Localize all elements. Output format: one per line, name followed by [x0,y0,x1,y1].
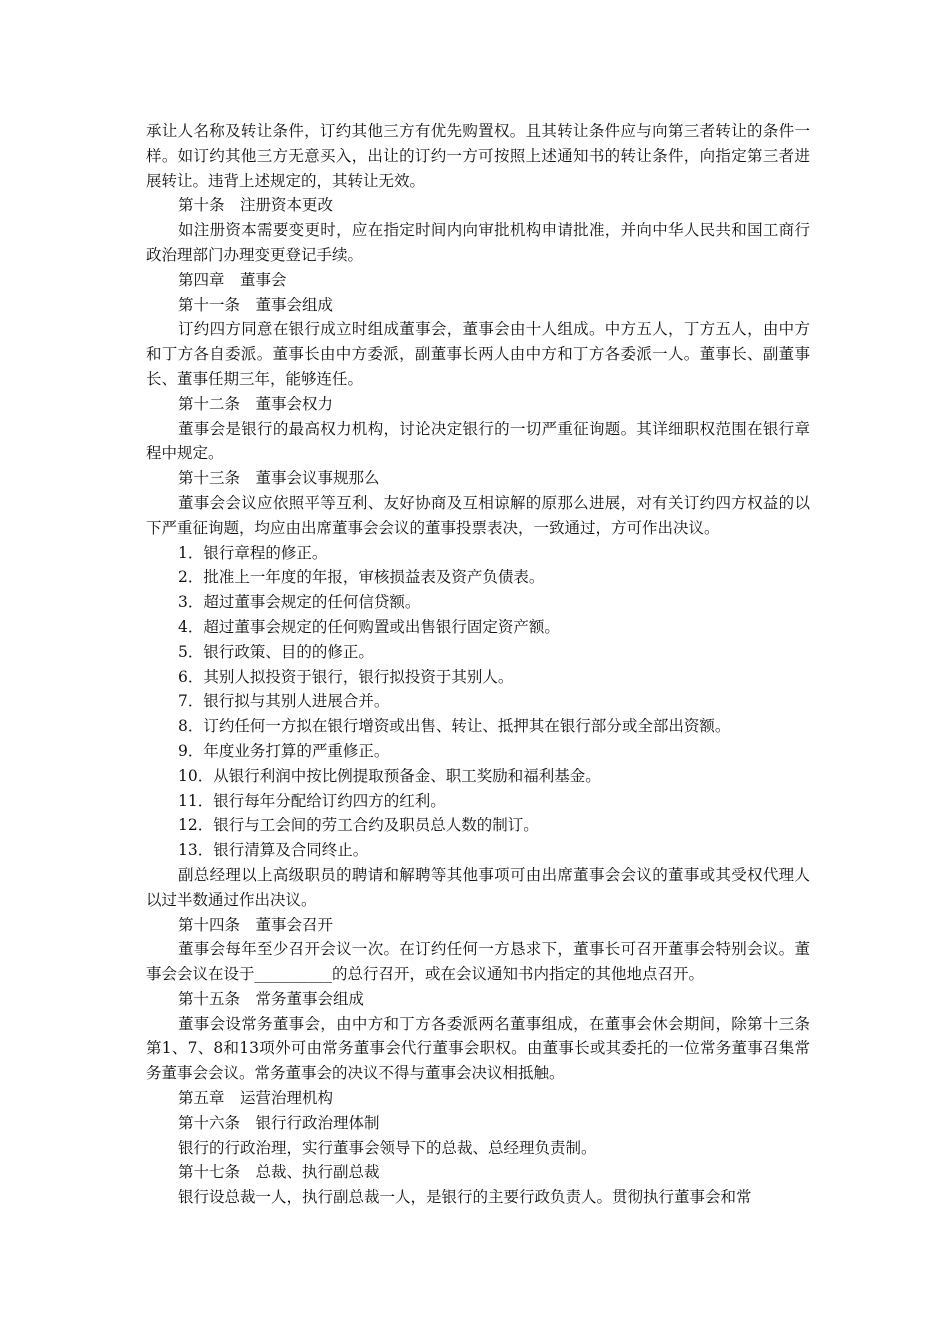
article-15-heading: 第十五条 常务董事会组成 [178,989,365,1008]
chapter-5-heading: 第五章 运营治理机构 [178,1089,334,1108]
article-13-heading: 第十三条 董事会议事规那么 [178,469,380,488]
article-16-body: 银行的行政治理，实行董事会领导下的总裁、总经理负责制。 [178,1138,597,1157]
article-10-body: 如注册资本需要变更时，应在指定时间内向审批机构申请批准，并向中华人民共和国工商行政治理部门办理变更登记手续。 [146,221,810,264]
list-item: 1．银行章程的修正。 [178,543,328,562]
list-item: 13．银行清算及合同终止。 [178,841,369,860]
article-17-body: 银行设总裁一人，执行副总裁一人，是银行的主要行政负责人。贯彻执行董事会和常 [178,1188,752,1207]
list-item: 5．银行政策、目的的修正。 [178,642,374,661]
article-12-body: 董事会是银行的最高权力机构，讨论决定银行的一切严重征询题。其详细职权范围在银行章程中规定。 [146,419,810,463]
list-item: 8．订约任何一方拟在银行增资或出售、转让、抵押其在银行部分或全部出资额。 [178,717,731,736]
document-page [146,119,810,1210]
paragraph-transfer-conditions: 承让人名称及转让条件，订约其他三方有优先购置权。且其转让条件应与向第三者转让的条件一样。如订约其他三方无意买入，出让的订约一方可按照上述通知书的转让条件，向指定第三者进展转让。违背上述规定的，其转让无效。 [146,122,810,190]
article-11-body: 订约四方同意在银行成立时组成董事会，董事会由十人组成。中方五人，丁方五人，由中方和丁方各自委派。董事长由中方委派，副董事长两人由中方和丁方各委派一人。董事长、副董事长、董事任期三年，能够连任。 [146,320,810,388]
list-item: 6．其别人拟投资于银行，银行拟投资于其别人。 [178,667,514,686]
article-14-body: 董事会每年至少召开会议一次。在订约任何一方恳求下，董事长可召开董事会特别会议。董事会会议在设于__________的总行召开，或在会议通知书内指定的其他地点召开。 [146,940,810,984]
article-13-body: 董事会会议应依照平等互利、友好协商及互相谅解的原那么进展，对有关订约四方权益的以下严重征询题，均应由出席董事会会议的董事投票表决，一致通过，方可作出决议。 [146,493,810,537]
article-11-heading: 第十一条 董事会组成 [178,295,334,314]
list-item: 2．批准上一年度的年报，审核损益表及资产负债表。 [178,568,545,587]
article-16-heading: 第十六条 银行行政治理体制 [178,1113,380,1132]
list-item: 3．超过董事会规定的任何信贷额。 [178,593,421,612]
article-14-heading: 第十四条 董事会召开 [178,915,334,934]
article-10-heading: 第十条 注册资本更改 [178,196,334,215]
list-item: 9．年度业务打算的严重修正。 [178,741,390,760]
list-item: 4．超过董事会规定的任何购置或出售银行固定资产额。 [178,617,560,636]
list-item: 7．银行拟与其别人进展合并。 [178,692,390,711]
article-15-body: 董事会设常务董事会，由中方和丁方各委派两名董事组成，在董事会休会期间，除第十三条第1、7、8和13项外可由常务董事会代行董事会职权。由董事长或其委托的一位常务董事召集常务董事会会议。常务董事会的决议不得与董事会决议相抵触。 [146,1014,810,1083]
article-17-heading: 第十七条 总裁、执行副总裁 [178,1163,380,1182]
article-13-closing: 副总经理以上高级职员的聘请和解聘等其他事项可由出席董事会会议的董事或其受权代理人以过半数通过作出决议。 [146,865,810,909]
chapter-4-heading: 第四章 董事会 [178,270,287,289]
article-12-heading: 第十二条 董事会权力 [178,394,334,413]
list-item: 11．银行每年分配给订约四方的红利。 [178,791,446,810]
list-item: 12．银行与工会间的劳工合约及职员总人数的制订。 [178,816,539,835]
list-item: 10．从银行利润中按比例提取预备金、职工奖励和福利基金。 [178,766,601,785]
